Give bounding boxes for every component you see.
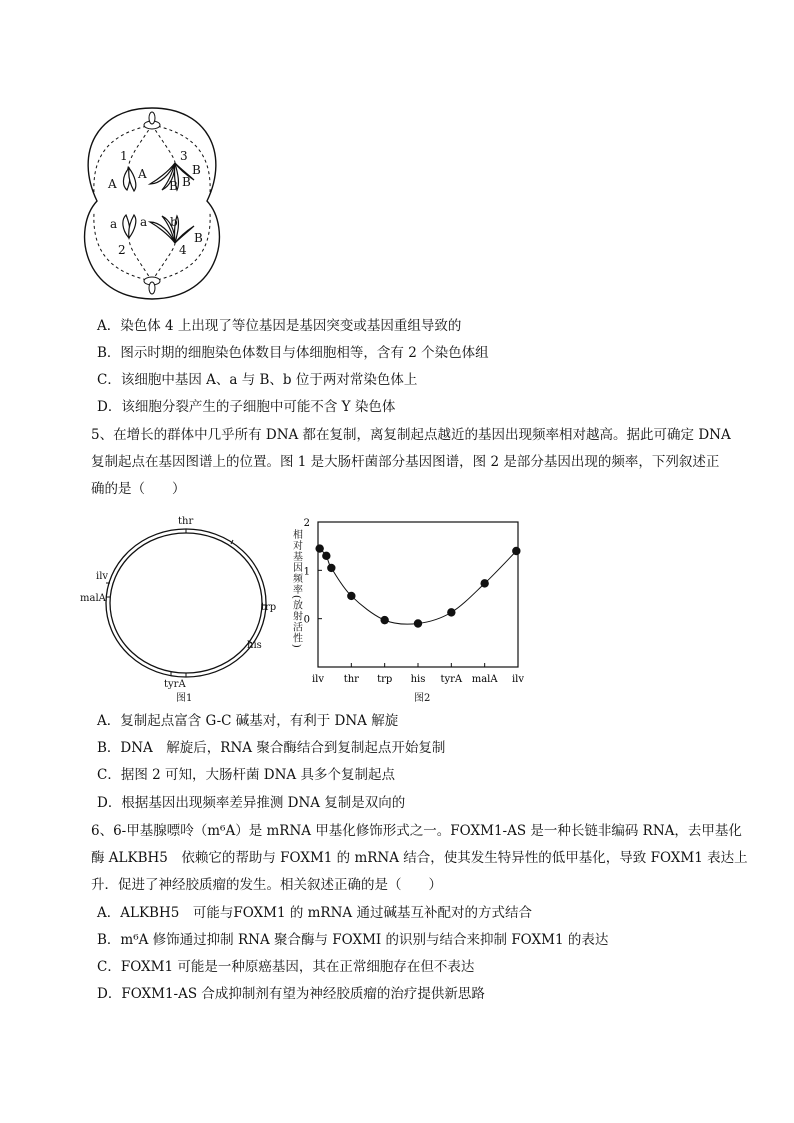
data-point bbox=[315, 544, 323, 552]
gene-tyrA: tyrA bbox=[164, 679, 186, 690]
gene-label-B-mid: B bbox=[182, 175, 191, 189]
data-point bbox=[322, 552, 330, 560]
q6-stem-line-1: 6、6-甲基腺嘌呤（m⁶A）是 mRNA 甲基化修饰形式之一。FOXM1-AS 是一种长链非编码 RNA，去甲基化 bbox=[91, 823, 742, 839]
q5-option-d: D．根据基因出现频率差异推测 DNA 复制是双向的 bbox=[97, 795, 406, 811]
cell-division-figure bbox=[72, 98, 232, 308]
y-axis-label: 相对基因频率(放射活性) bbox=[290, 529, 302, 649]
q6-option-c: C．FOXM1 可能是一种原癌基因，其在正常细胞存在但不表达 bbox=[97, 959, 475, 975]
q6-option-d: D．FOXM1-AS 合成抑制剂有望为神经胶质瘤的治疗提供新思路 bbox=[97, 986, 485, 1002]
gene-frequency-chart bbox=[288, 514, 538, 690]
x-tick-label: trp bbox=[377, 674, 393, 685]
ecoli-gene-map bbox=[78, 512, 288, 702]
fig2-caption: 图2 bbox=[414, 693, 431, 704]
q5-option-c: C．据图 2 可知，大肠杆菌 DNA 具多个复制起点 bbox=[97, 767, 395, 783]
q4-option-b: B．图示时期的细胞染色体数目与体细胞相等，含有 2 个染色体组 bbox=[97, 345, 489, 361]
fig1-caption: 图1 bbox=[176, 693, 193, 704]
chromosome-number-3: 3 bbox=[180, 149, 188, 163]
gene-label-A-mid: A bbox=[138, 167, 147, 181]
q6-stem-line-3: 升．促进了神经胶质瘤的发生。相关叙述正确的是（ ） bbox=[91, 877, 442, 893]
data-point bbox=[480, 579, 488, 587]
q4-option-a: A．染色体 4 上出现了等位基因是基因突变或基因重组导致的 bbox=[97, 318, 462, 334]
gene-malA: malA bbox=[80, 593, 106, 604]
data-point bbox=[447, 608, 455, 616]
q5-stem-line-1: 5、在增长的群体中几乎所有 DNA 都在复制，离复制起点越近的基因出现频率相对越高。据此可确定 DNA bbox=[91, 427, 731, 443]
q5-stem-line-3: 确的是（ ） bbox=[91, 481, 186, 497]
x-tick-label: malA bbox=[471, 674, 498, 685]
data-point bbox=[512, 547, 520, 555]
y-tick-label: 0 bbox=[303, 614, 310, 626]
data-point bbox=[380, 616, 388, 624]
q5-option-a: A．复制起点富含 G-C 碱基对，有利于 DNA 解旋 bbox=[97, 713, 399, 729]
gene-thr: thr bbox=[178, 516, 194, 527]
q4-option-c: C．该细胞中基因 A、a 与 B、b 位于两对常染色体上 bbox=[97, 372, 418, 388]
gene-trp: trp bbox=[261, 602, 277, 613]
gene-label-a-mid: a bbox=[140, 215, 148, 229]
x-tick-label: ilv bbox=[311, 674, 325, 685]
x-tick-label: thr bbox=[343, 674, 359, 685]
q6-option-a: A．ALKBH5 可能与FOXM1 的 mRNA 通过碱基互补配对的方式结合 bbox=[97, 905, 532, 921]
x-tick-label: ilv bbox=[511, 674, 525, 685]
gene-label-B-top: B bbox=[192, 163, 201, 177]
chromosome-number-4: 4 bbox=[179, 243, 187, 257]
q5-stem-line-2: 复制起点在基因图谱上的位置。图 1 是大肠杆菌部分基因图谱，图 2 是部分基因出现的频率，下列叙述正 bbox=[91, 454, 720, 470]
x-tick-label: his bbox=[410, 674, 426, 685]
gene-his: his bbox=[247, 640, 262, 651]
chromosome-number-1: 1 bbox=[120, 149, 128, 163]
y-tick-label: 1 bbox=[303, 566, 310, 578]
data-point bbox=[414, 619, 422, 627]
gene-label-a-left: a bbox=[110, 217, 118, 231]
q4-option-d: D．该细胞分裂产生的子细胞中可能不含 Y 染色体 bbox=[97, 399, 396, 415]
chromosome-number-2: 2 bbox=[118, 243, 126, 257]
y-tick-label: 2 bbox=[303, 518, 310, 529]
gene-label-B-inner: B bbox=[169, 179, 178, 193]
gene-label-A-left: A bbox=[108, 177, 117, 191]
gene-label-B-low: B bbox=[194, 231, 203, 245]
x-tick-label: tyrA bbox=[440, 674, 463, 685]
gene-label-b-low: b bbox=[170, 215, 178, 229]
data-point bbox=[327, 564, 335, 572]
data-point bbox=[347, 592, 355, 600]
q5-option-b: B．DNA 解旋后，RNA 聚合酶结合到复制起点开始复制 bbox=[97, 740, 446, 756]
q6-option-b: B．m⁶A 修饰通过抑制 RNA 聚合酶与 FOXMI 的识别与结合来抑制 FOXM1 的表达 bbox=[97, 932, 609, 948]
gene-ilv: ilv bbox=[96, 571, 109, 582]
q6-stem-line-2: 酶 ALKBH5 依赖它的帮助与 FOXM1 的 mRNA 结合，使其发生特异性的低甲基化，导致 FOXM1 表达上 bbox=[91, 850, 748, 866]
